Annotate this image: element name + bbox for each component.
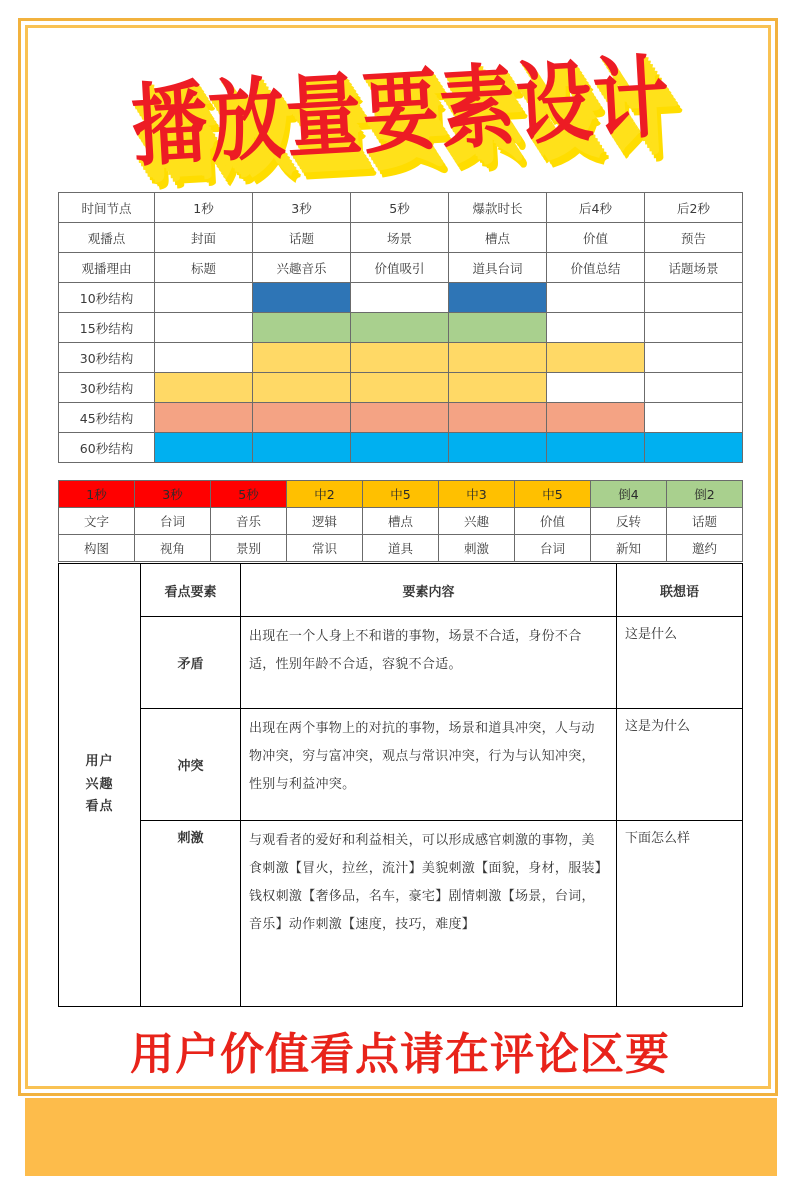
structure-fill-cell [351,403,449,433]
detail-row [59,617,743,709]
detail-assoc-text: 下面怎么样 [617,821,743,1007]
detail-header-element: 看点要素 [141,564,241,617]
structure-row-label: 30秒结构 [59,373,155,403]
beat-row [59,508,743,535]
structure-fill-cell [253,313,351,343]
timeline-cell: 3秒 [253,193,351,223]
beat-row-a-cell: 文字 [59,508,135,535]
structure-fill-cell [547,373,645,403]
structure-fill-cell [547,313,645,343]
beat-strip-cell: 倒4 [591,481,667,508]
timeline-cell: 价值总结 [547,253,645,283]
structure-row-label: 30秒结构 [59,343,155,373]
timeline-cell: 槽点 [449,223,547,253]
interest-detail-table [58,563,743,1007]
beat-row-b-cell: 道具 [363,535,439,562]
structure-fill-cell [253,283,351,313]
beat-row-a-cell: 槽点 [363,508,439,535]
detail-content-text: 与观看者的爱好和利益相关，可以形成感官刺激的事物，美食刺激【冒火，拉丝，流汁】美貌刺激【面貌，身材，服装】钱权刺激【奢侈品，名车，豪宅】剧情刺激【场景，台词，音乐】动作刺激【速度，技巧，难度】 [241,821,617,1007]
timeline-cell: 价值 [547,223,645,253]
beat-strip-cell: 中3 [439,481,515,508]
structure-fill-cell [645,313,743,343]
detail-element-label: 矛盾 [141,617,241,709]
detail-assoc-text: 这是什么 [617,617,743,709]
beat-row-b-cell: 台词 [515,535,591,562]
structure-fill-cell [645,283,743,313]
beat-row-b-cell: 景别 [211,535,287,562]
structure-fill-cell [155,313,253,343]
beat-row-a-cell: 兴趣 [439,508,515,535]
structure-fill-cell [449,313,547,343]
structure-fill-cell [155,343,253,373]
structure-row-label: 45秒结构 [59,403,155,433]
structure-fill-cell [155,283,253,313]
structure-fill-cell [351,433,449,463]
beat-row-a-cell: 反转 [591,508,667,535]
structure-fill-cell [449,343,547,373]
structure-row [59,283,743,313]
structure-fill-cell [351,313,449,343]
detail-content-text: 出现在两个事物上的对抗的事物，场景和道具冲突，人与动物冲突，穷与富冲突，观点与常识冲突，行为与认知冲突，性别与利益冲突。 [241,709,617,821]
timeline-row-label: 观播点 [59,223,155,253]
structure-fill-cell [155,373,253,403]
beat-row-a-cell: 逻辑 [287,508,363,535]
structure-row [59,373,743,403]
beat-row-a-cell: 价值 [515,508,591,535]
beat-row-b-cell: 视角 [135,535,211,562]
structure-fill-cell [155,403,253,433]
beat-strip-cell: 5秒 [211,481,287,508]
structure-fill-cell [645,433,743,463]
structure-fill-cell [645,343,743,373]
timeline-cell: 标题 [155,253,253,283]
structure-row-label: 15秒结构 [59,313,155,343]
beat-strip-cell: 倒2 [667,481,743,508]
structure-fill-cell [547,283,645,313]
structure-fill-cell [645,373,743,403]
timeline-cell: 后2秒 [645,193,743,223]
structure-fill-cell [253,373,351,403]
beat-row [59,535,743,562]
structure-fill-cell [449,403,547,433]
structure-fill-cell [253,433,351,463]
beat-strip-cell: 中2 [287,481,363,508]
structure-fill-cell [449,373,547,403]
timeline-cell: 5秒 [351,193,449,223]
timeline-cell: 1秒 [155,193,253,223]
structure-fill-cell [645,403,743,433]
beat-row-b-cell: 刺激 [439,535,515,562]
detail-assoc-text: 这是为什么 [617,709,743,821]
beat-row-b-cell: 新知 [591,535,667,562]
structure-fill-cell [253,403,351,433]
beat-strip-cell: 3秒 [135,481,211,508]
structure-fill-cell [351,283,449,313]
timeline-table [58,192,743,463]
detail-header-assoc: 联想语 [617,564,743,617]
detail-element-label: 刺激 [141,821,241,1007]
timeline-cell: 价值吸引 [351,253,449,283]
beat-strip-cell: 中5 [363,481,439,508]
structure-row-label: 60秒结构 [59,433,155,463]
timeline-row [59,253,743,283]
timeline-row [59,193,743,223]
beat-row-a-cell: 台词 [135,508,211,535]
page-title: 播放量要素设计 [128,43,673,179]
beat-row-b-cell: 邀约 [667,535,743,562]
beat-row-a-cell: 话题 [667,508,743,535]
structure-row [59,433,743,463]
timeline-cell: 封面 [155,223,253,253]
timeline-cell: 场景 [351,223,449,253]
detail-row [59,709,743,821]
structure-row-label: 10秒结构 [59,283,155,313]
timeline-cell: 话题 [253,223,351,253]
structure-row [59,403,743,433]
timeline-cell: 话题场景 [645,253,743,283]
detail-element-label: 冲突 [141,709,241,821]
structure-fill-cell [449,283,547,313]
beat-strip-cell: 1秒 [59,481,135,508]
timeline-row-label: 时间节点 [59,193,155,223]
beat-table [58,480,743,562]
beat-row-b-cell: 构图 [59,535,135,562]
timeline-cell: 预告 [645,223,743,253]
timeline-row-label: 观播理由 [59,253,155,283]
structure-fill-cell [351,373,449,403]
timeline-cell: 兴趣音乐 [253,253,351,283]
structure-fill-cell [547,433,645,463]
poster-title-area [0,34,800,179]
beat-strip-cell: 中5 [515,481,591,508]
structure-fill-cell [155,433,253,463]
beat-strip-row [59,481,743,508]
timeline-row [59,223,743,253]
beat-row-a-cell: 音乐 [211,508,287,535]
detail-header-content: 要素内容 [241,564,617,617]
structure-row [59,343,743,373]
structure-fill-cell [547,403,645,433]
poster-bottom-band [25,1098,777,1176]
timeline-cell: 道具台词 [449,253,547,283]
detail-content-text: 出现在一个人身上不和谐的事物，场景不合适，身份不合适，性别年龄不合适，容貌不合适。 [241,617,617,709]
beat-row-b-cell: 常识 [287,535,363,562]
detail-header-row [59,564,743,617]
structure-row [59,313,743,343]
structure-fill-cell [449,433,547,463]
timeline-cell: 爆款时长 [449,193,547,223]
detail-side-label: 用户 兴趣 看点 [59,564,141,1007]
structure-fill-cell [351,343,449,373]
structure-fill-cell [547,343,645,373]
structure-fill-cell [253,343,351,373]
detail-row [59,821,743,1007]
footer-callout: 用户价值看点请在评论区要 [130,1029,670,1080]
timeline-cell: 后4秒 [547,193,645,223]
